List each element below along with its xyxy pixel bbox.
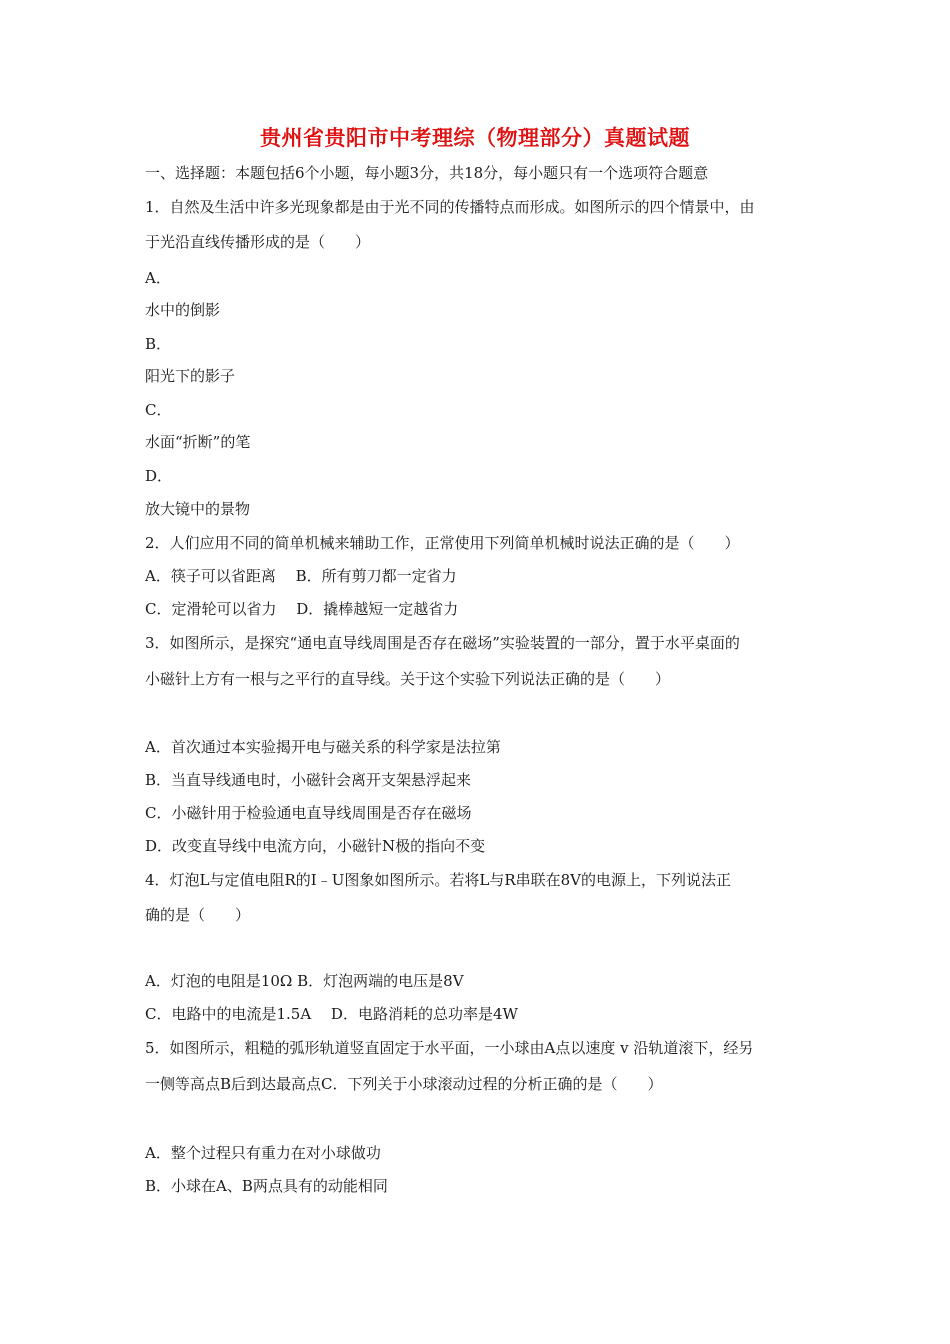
option-a-label: A．	[145, 269, 171, 287]
question-3-option-a: A．首次通过本实验揭开电与磁关系的科学家是法拉第	[145, 738, 501, 756]
question-5-option-a: A．整个过程只有重力在对小球做功	[145, 1144, 381, 1162]
section-heading: 一、选择题：本题包括6个小题，每小题3分，共18分，每小题只有一个选项符合题意	[145, 164, 709, 182]
option-c-text: 水面“折断”的笔	[145, 433, 251, 451]
document-title: 贵州省贵阳市中考理综（物理部分）真题试题	[260, 125, 690, 150]
question-3-line-1: 3．如图所示，是探究“通电直导线周围是否存在磁场”实验装置的一部分，置于水平桌面的	[145, 634, 740, 652]
question-4-line-2: 确的是（ ）	[145, 906, 251, 924]
question-2-options-cd: C．定滑轮可以省力 D．撬棒越短一定越省力	[145, 600, 459, 618]
question-1-line-2: 于光沿直线传播形成的是（ ）	[145, 233, 371, 251]
question-1-line-1: 1．自然及生活中许多光现象都是由于光不同的传播特点而形成。如图所示的四个情景中，由	[145, 198, 755, 216]
question-3-line-2: 小磁针上方有一根与之平行的直导线。关于这个实验下列说法正确的是（ ）	[145, 670, 671, 688]
option-d-label: D．	[145, 467, 173, 485]
question-2-options-ab: A．筷子可以省距离 B．所有剪刀都一定省力	[145, 567, 457, 585]
question-4-line-1: 4．灯泡L与定值电阻R的I﹣U图象如图所示。若将L与R串联在8V的电源上，下列说法正	[145, 871, 731, 889]
question-5-option-b: B．小球在A、B两点具有的动能相同	[145, 1177, 388, 1195]
question-3-option-c: C．小磁针用于检验通电直导线周围是否存在磁场	[145, 804, 472, 822]
option-b-text: 阳光下的影子	[145, 367, 236, 385]
question-2: 2．人们应用不同的简单机械来辅助工作，正常使用下列简单机械时说法正确的是（ ）	[145, 534, 740, 552]
question-5-line-1: 5．如图所示，粗糙的弧形轨道竖直固定于水平面，一小球由A点以速度 v 沿轨道滚下，经另	[145, 1039, 754, 1057]
option-b-label: B．	[145, 335, 172, 353]
question-4-options-ab: A．灯泡的电阻是10Ω B．灯泡两端的电压是8V	[145, 972, 464, 990]
option-d-text: 放大镜中的景物	[145, 500, 251, 518]
question-5-line-2: 一侧等高点B后到达最高点C．下列关于小球滚动过程的分析正确的是（ ）	[145, 1075, 663, 1093]
question-3-option-d: D．改变直导线中电流方向，小磁针N极的指向不变	[145, 837, 486, 855]
option-a-text: 水中的倒影	[145, 301, 221, 319]
question-4-options-cd: C．电路中的电流是1.5A D．电路消耗的总功率是4W	[145, 1005, 518, 1023]
question-3-option-b: B．当直导线通电时，小磁针会离开支架悬浮起来	[145, 771, 472, 789]
option-c-label: C．	[145, 401, 172, 419]
